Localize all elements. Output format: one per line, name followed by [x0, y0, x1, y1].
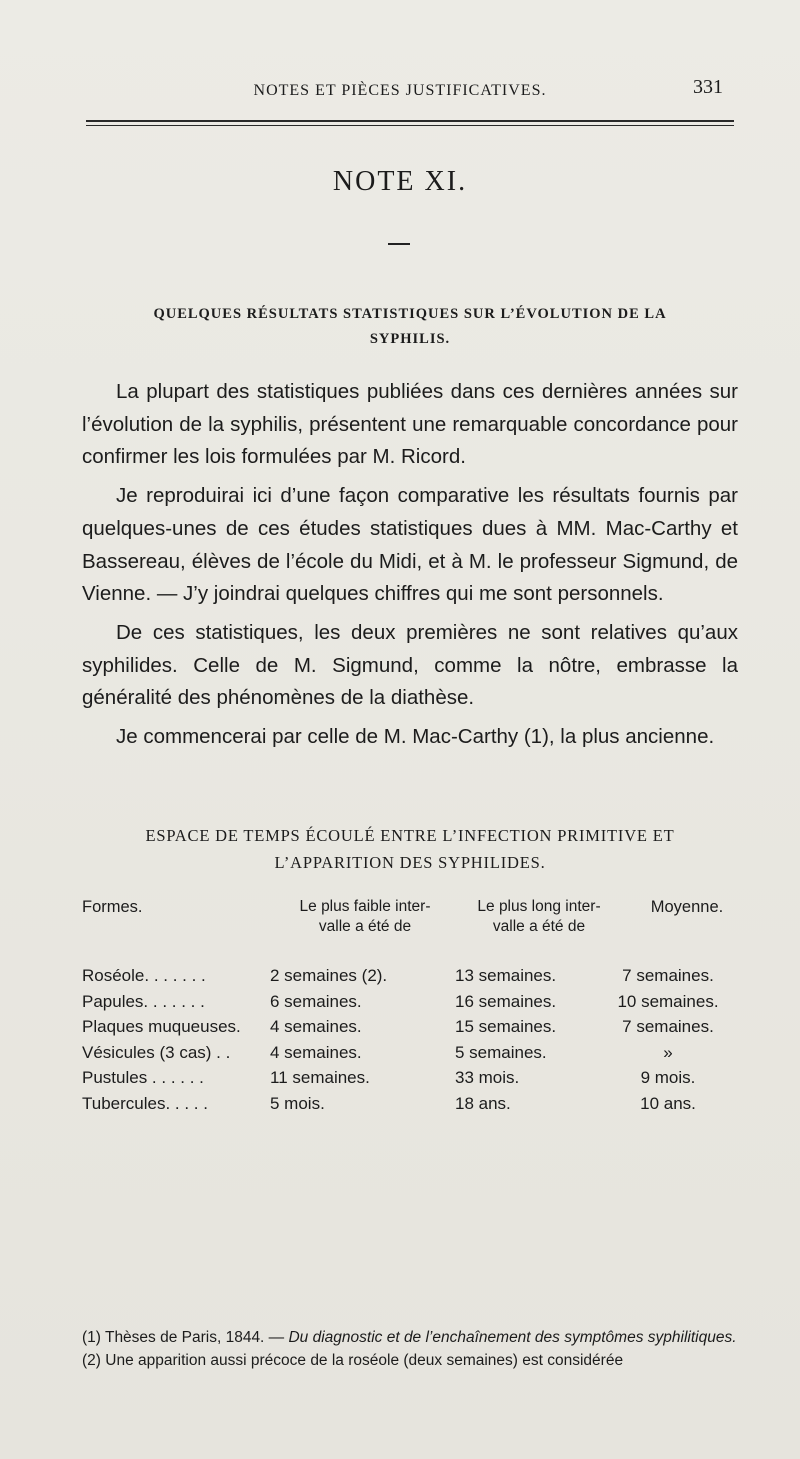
cell-max: 15 semaines. [455, 1017, 557, 1036]
paragraph: La plupart des statistiques publiées dans ces dernières années sur l’évolution de la syphilis, présentent une remarquable concordance pour confirmer les lois formulées par M. Ricord. [82, 380, 738, 469]
cell-avg: 10 semaines. [617, 991, 719, 1011]
cell-min: 6 semaines. [270, 991, 362, 1011]
section-head-line: L’APPARITION DES SYPHILIDES. [274, 853, 546, 872]
cell-avg: 7 semaines. [622, 1017, 714, 1036]
cell-max: 16 semaines. [455, 991, 557, 1011]
footnotes [82, 1326, 742, 1372]
table-section-heading [82, 822, 738, 876]
footnote-1 [82, 1326, 742, 1349]
note-title: NOTE XI. [332, 166, 468, 197]
cell-max: 5 semaines. [455, 1042, 547, 1062]
cell-max: 18 ans. [455, 1093, 511, 1113]
table-row [82, 1091, 742, 1117]
section-head-line: ESPACE DE TEMPS ÉCOULÉ ENTRE L’INFECTION PRIMITIVE ET [145, 826, 675, 845]
cell-form: Roséole. . . . . . . [82, 966, 206, 985]
table-row [82, 1014, 742, 1040]
cell-min: 4 semaines. [270, 1042, 362, 1062]
cell-form: Papules. . . . . . . [82, 991, 205, 1011]
cell-min: 11 semaines. [270, 1068, 370, 1087]
cell-form: Vésicules (3 cas) . . [82, 1042, 231, 1062]
cell-max: 33 mois. [455, 1068, 520, 1087]
header-min-line1: Le plus faible inter- [299, 898, 431, 915]
cell-form: Tubercules. . . . . [82, 1093, 208, 1113]
paragraph: De ces statistiques, les deux premières ne sont relatives qu’aux syphilides. Celle de M. Sigmund, comme la nôtre, embrasse la généralité des phénomènes de la diathèse. [82, 620, 738, 710]
cell-avg: 9 mois. [640, 1068, 696, 1087]
header-min-line2: valle a été de [318, 918, 412, 935]
statistics-table [82, 897, 742, 1116]
cell-form: Plaques muqueuses. [82, 1017, 241, 1036]
header-max-line2: valle a été de [492, 918, 586, 935]
paragraph: Je commencerai par celle de M. Mac-Carthy (1), la plus ancienne. [116, 725, 715, 749]
paragraph: Je reproduirai ici d’une façon comparative les résultats fournis par quelques-unes de ces études statistiques dues à MM. Mac-Carthy et Bassereau, élèves de l’école du Midi, et à M. le professeur Sigmund, de Vienne. — J’y joindrai quelques chiffres qui me sont personnels. [82, 484, 738, 606]
cell-avg: 10 ans. [640, 1093, 696, 1113]
header-rule-thick [86, 120, 734, 122]
header-average: Moyenne. [650, 898, 724, 916]
header-forms: Formes. [82, 898, 143, 916]
header-max-interval [454, 897, 624, 937]
cell-max: 13 semaines. [455, 966, 557, 985]
footnote-1-prefix: (1) Thèses de Paris, 1844. — [82, 1329, 289, 1346]
cell-avg: 7 semaines. [622, 966, 714, 985]
cell-min: 5 mois. [270, 1093, 325, 1113]
header-max-line1: Le plus long inter- [477, 898, 601, 915]
body-text [82, 376, 738, 760]
cell-min: 4 semaines. [270, 1017, 362, 1036]
table-row [82, 989, 742, 1015]
running-title: NOTES ET PIÈCES JUSTIFICATIVES. [253, 82, 547, 99]
page-number: 331 [693, 76, 723, 98]
footnote-2: (2) Une apparition aussi précoce de la roséole (deux semaines) est considérée [82, 1352, 624, 1369]
header-rule-thin [86, 125, 734, 126]
table-header [82, 897, 742, 963]
subtitle-line: QUELQUES RÉSULTATS STATISTIQUES SUR L’ÉVOLUTION DE LA [153, 306, 667, 322]
cell-min: 2 semaines (2). [270, 966, 388, 985]
cell-form: Pustules . . . . . . [82, 1068, 204, 1087]
title-dash [388, 243, 410, 245]
note-subtitle [90, 302, 730, 352]
table-row [82, 963, 742, 989]
footnote-1-title: Du diagnostic et de l’enchaînement des symptômes syphilitiques. [288, 1329, 737, 1346]
running-head [0, 76, 800, 112]
subtitle-line: SYPHILIS. [369, 331, 451, 347]
table-row [82, 1065, 742, 1091]
table-row [82, 1040, 742, 1066]
cell-avg: » [663, 1042, 673, 1062]
header-min-interval [270, 897, 460, 937]
